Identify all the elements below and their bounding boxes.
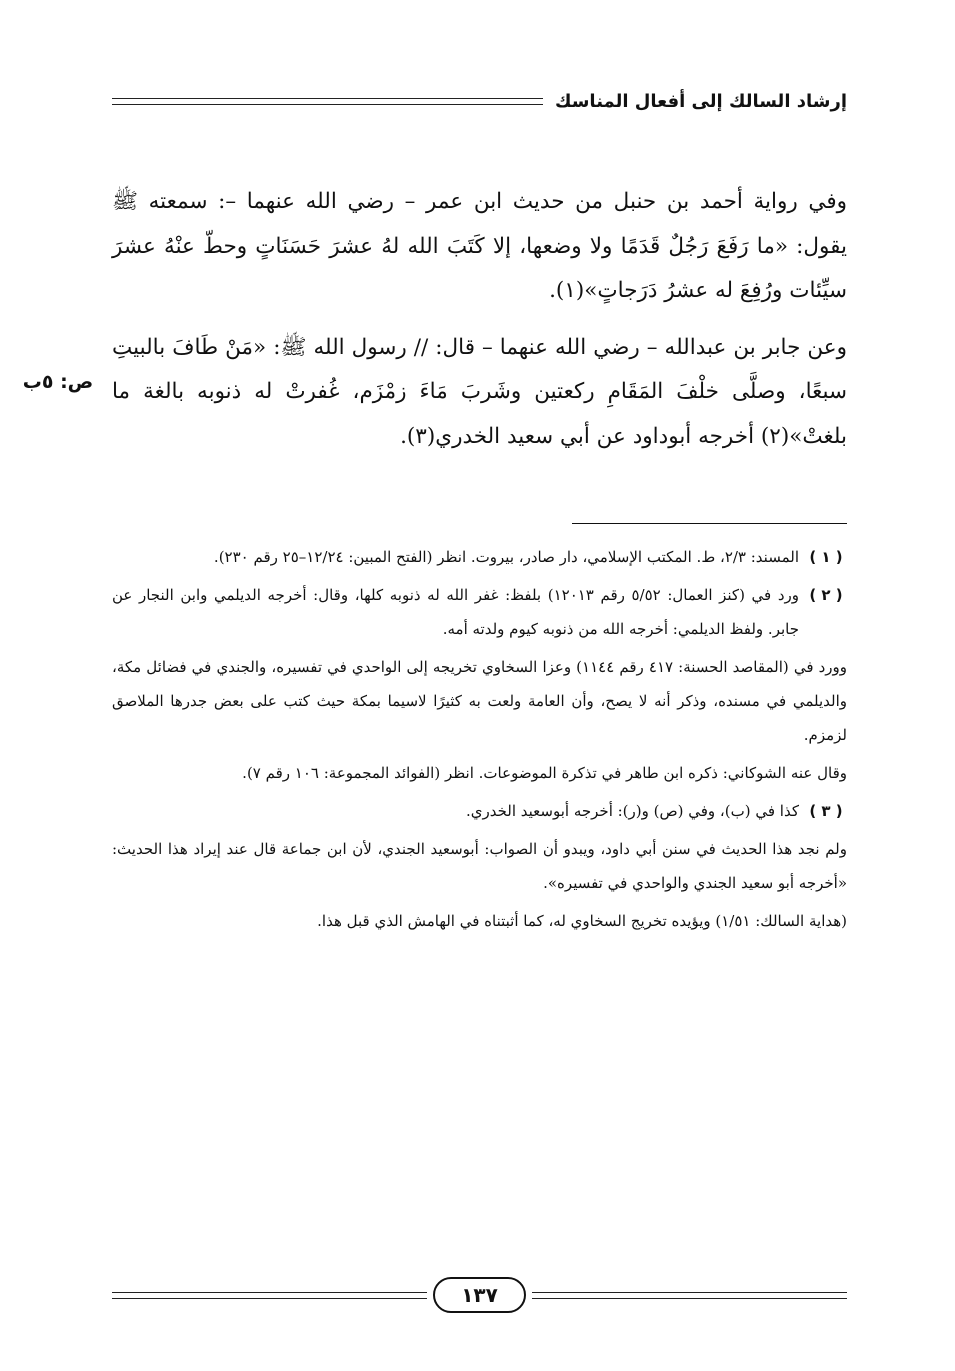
footnotes [112,540,847,942]
footnote-3 [112,794,847,828]
footnote-text: ورد في (كنز العمال: ٥/٥٢ رقم ١٢٠١٣) بلفظ: غفر الله له ذنوبه كلها، وقال: أخرجه الديلمي وابن النجار عن جابر. ولفظ الديلمي: أخرجه الله من ذنوبه كيوم ولدته أمه. [112,586,799,638]
footnote-text: المسند: ٢/٣، ط. المكتب الإسلامي، دار صادر، بيروت. انظر (الفتح المبين: ١٢/٢٤–٢٥ رقم ٢٣٠). [213,548,799,566]
footer-rule-right [532,1292,847,1299]
book-title: إرشاد السالك إلى أفعال المناسك [554,90,847,112]
main-text [112,180,847,459]
footnote-2-continuation-2: وقال عنه الشوكاني: ذكره ابن طاهر في تذكرة الموضوعات. انظر (الفوائد المجموعة: ١٠٦ رقم ٧). [242,764,847,782]
running-header [112,84,847,118]
footnote-3-continuation-2: (هداية السالك: ١/٥١) ويؤيده تخريج السخاوي له، كما أثبتناه في الهامش الذي قبل هذا. [317,912,847,930]
paragraph-jabir-hadith: وعن جابر بن عبدالله – رضي الله عنهما – قال: // رسول الله ﷺ: «مَنْ طَافَ بالبيتِ سبعًا، وصلَّى خلْفَ المَقَامِ ركعتين وشَربَ مَاءَ زمْزَم، غُفرتْ له ذنوبه بالغة ما بلغتْ»(٢) أخرجه أبوداود عن أبي سعيد الخدري(٣). [112,334,847,449]
page-footer [112,1275,847,1315]
header-double-rule [112,98,543,105]
manuscript-page-marker: ص: ٥ب [22,371,94,393]
footnote-text: كذا في (ب)، وفي (ص) و(ر): أخرجه أبوسعيد الخدري. [465,802,799,820]
footnote-number: ( ١ ) [809,548,843,566]
page-number: ١٣٧ [433,1277,526,1313]
footnote-1 [112,540,847,574]
footnote-separator [572,523,847,524]
footnote-2-continuation-1: وورد في (المقاصد الحسنة: ٤١٧ رقم ١١٤٤) وعزا السخاوي تخريجه إلى الواحدي في تفسيره، والجندي في فضائل مكة، والديلمي في مسنده، وذكر أنه لا يصح، وأن العامة ولعت به كثيرًا لاسيما بمكة حيث كتب على بعض جدرها الملاصق لزمزم. [112,658,847,744]
footer-rule-left [112,1292,427,1299]
footnote-3-continuation-1: ولم نجد هذا الحديث في سنن أبي داود، ويبدو أن الصواب: أبوسعيد الجندي، لأن ابن جماعة قال عند إيراد هذا الحديث: «أخرجه أبو سعيد الجندي والواحدي في تفسيره». [112,840,847,892]
footnote-number: ( ٣ ) [809,802,843,820]
paragraph-ibn-umar-hadith: وفي رواية أحمد بن حنبل من حديث ابن عمر – رضي الله عنهما –: سمعته ﷺ يقول: «ما رَفَعَ رَجُلٌ قَدَمًا ولا وضعها، إلا كَتَبَ الله لهُ عشرَ حَسَنَاتٍ وحطّ عنْهُ عشرَ سيِّئات ورُفِعَ له عشرُ دَرَجاتٍ»(١). [112,189,847,303]
footnote-2 [112,578,847,646]
footnote-number: ( ٢ ) [809,586,843,604]
